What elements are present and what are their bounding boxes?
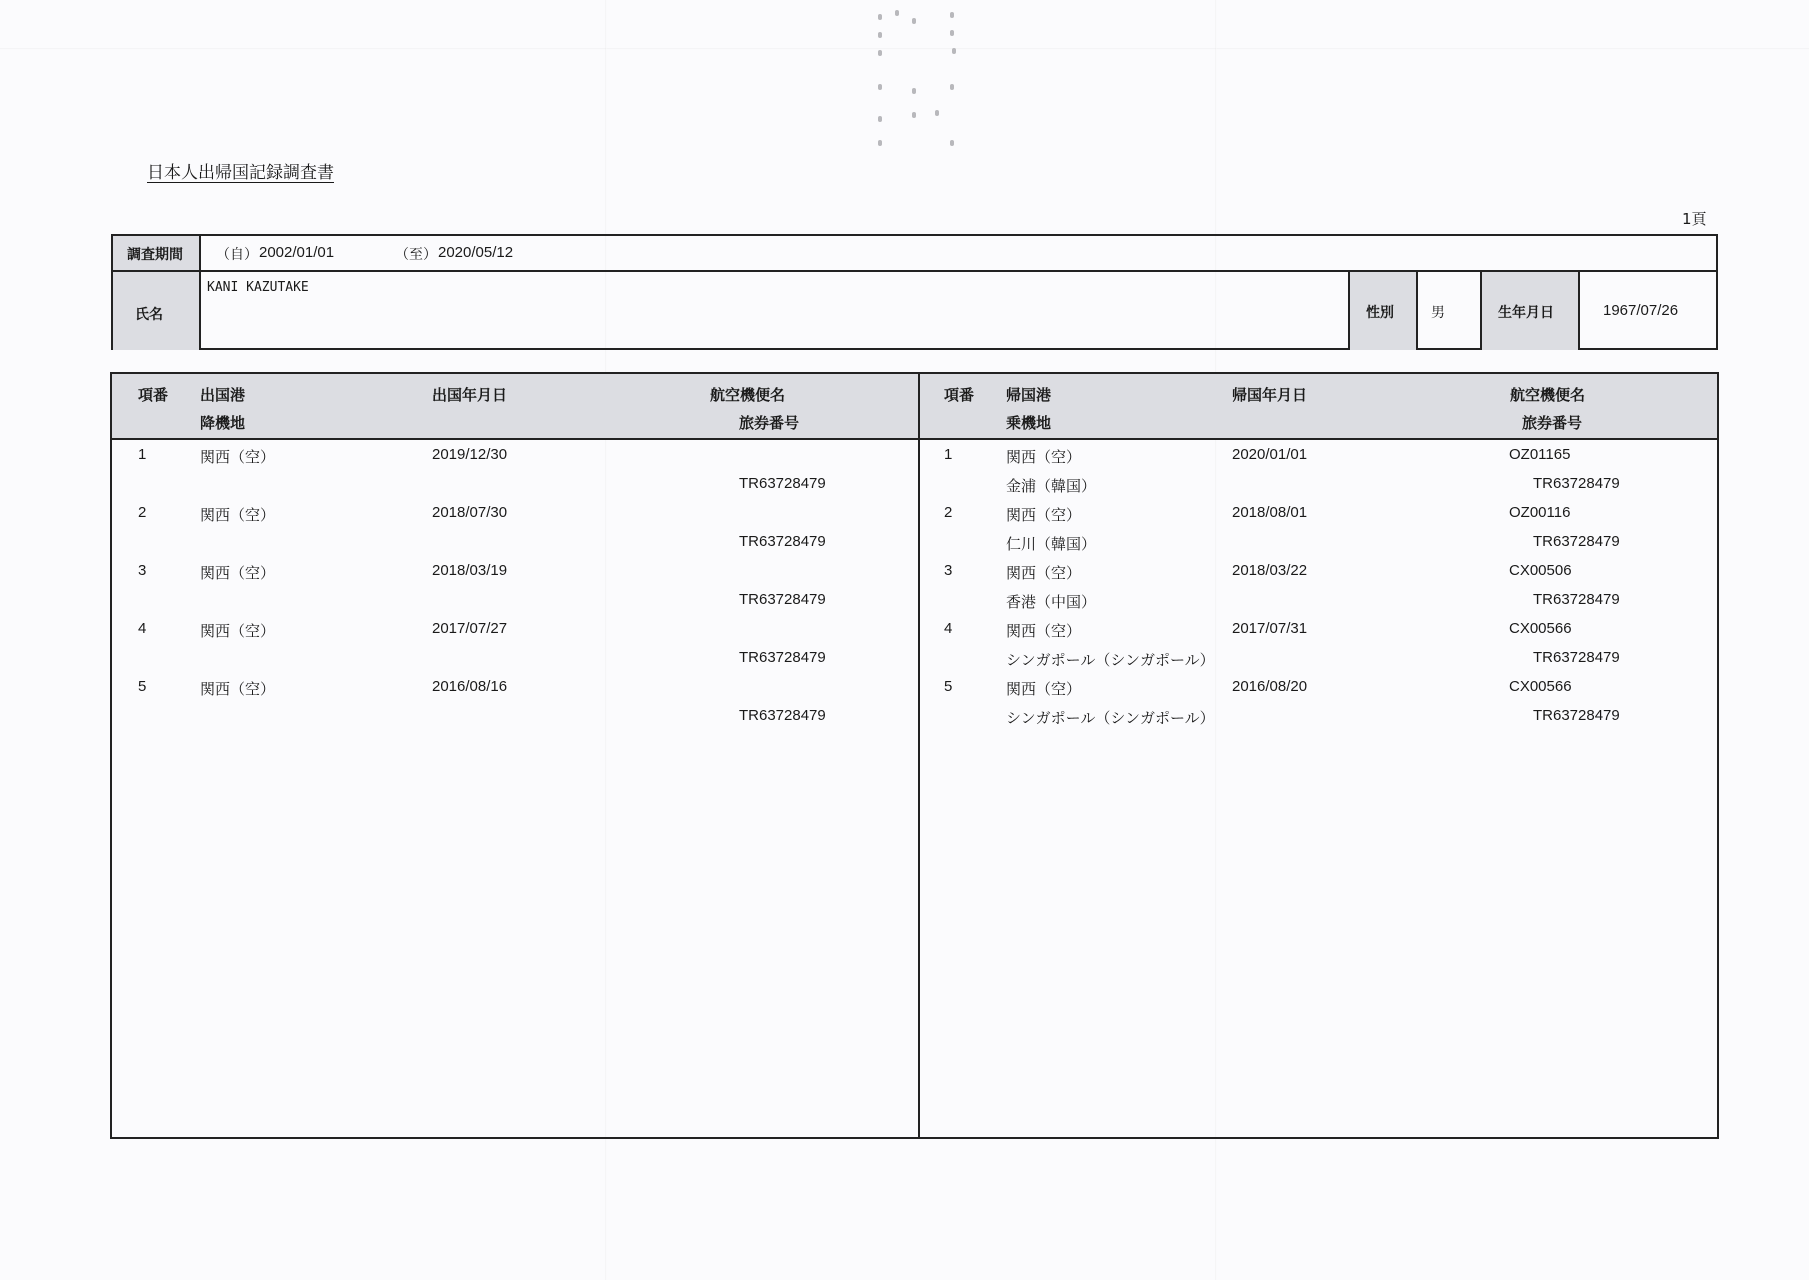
ret-origin: 香港（中国） [1006,593,1097,611]
dep-passport: TR63728479 [739,475,826,492]
records-table [110,372,1719,1139]
ret-flight: OZ01165 [1509,446,1571,463]
period-row [113,236,1716,272]
ret-origin: シンガポール（シンガポール） [1006,709,1215,727]
ret-no: 5 [944,678,953,695]
dep-passport-header: 旅券番号 [739,414,800,432]
table-row [112,496,1717,554]
dep-date: 2017/07/27 [432,620,508,637]
ret-port-sub-header: 乗機地 [1006,414,1052,432]
dob-value: 1967/07/26 [1603,302,1679,319]
ret-port: 関西（空） [1006,680,1082,698]
dep-no: 4 [138,620,147,637]
table-row [112,438,1717,496]
dep-date-header: 出国年月日 [432,386,508,404]
ret-port: 関西（空） [1006,564,1082,582]
from-label: （自） [216,247,258,263]
dep-port-header: 出国港 [200,386,246,404]
dep-date: 2018/03/19 [432,562,508,579]
ret-item-header: 項番 [944,386,975,404]
to-date: 2020/05/12 [438,244,514,261]
to-label: （至） [395,247,437,263]
name-label: 氏名 [135,307,163,323]
divider [1578,272,1580,348]
paper-fold [0,48,1809,50]
ret-flight: CX00566 [1509,620,1572,637]
sex-label: 性別 [1366,305,1394,321]
dep-no: 1 [138,446,147,463]
page-number: 1頁 [1682,210,1707,228]
dep-no: 2 [138,504,147,521]
dep-passport: TR63728479 [739,533,826,550]
dep-flight-header: 航空機便名 [710,386,786,404]
ret-no: 2 [944,504,953,521]
dep-date: 2018/07/30 [432,504,508,521]
name-value: KANI KAZUTAKE [207,280,309,295]
divider [1416,272,1418,348]
ret-passport: TR63728479 [1533,649,1620,666]
divider [199,272,201,348]
dep-port: 関西（空） [200,622,276,640]
document-title: 日本人出帰国記録調査書 [147,163,334,183]
ret-date: 2018/03/22 [1232,562,1308,579]
from-date: 2002/01/01 [259,244,335,261]
dep-date: 2016/08/16 [432,678,508,695]
ret-flight: CX00506 [1509,562,1572,579]
ret-flight: OZ00116 [1509,504,1571,521]
dob-label: 生年月日 [1498,305,1554,321]
dep-no: 3 [138,562,147,579]
ret-passport: TR63728479 [1533,591,1620,608]
ret-passport-header: 旅券番号 [1522,414,1583,432]
ret-port: 関西（空） [1006,448,1082,466]
ret-port-header: 帰国港 [1006,386,1052,404]
dep-port: 関西（空） [200,506,276,524]
ret-date: 2016/08/20 [1232,678,1308,695]
ret-date-header: 帰国年月日 [1232,386,1308,404]
table-row [112,670,1717,728]
dep-no: 5 [138,678,147,695]
sex-value: 男 [1431,305,1445,321]
dep-passport: TR63728479 [739,591,826,608]
dep-port: 関西（空） [200,448,276,466]
info-table [111,234,1718,350]
records-header [112,374,1717,440]
dep-port: 関西（空） [200,680,276,698]
ret-date: 2020/01/01 [1232,446,1308,463]
dep-passport: TR63728479 [739,707,826,724]
table-row [112,612,1717,670]
ret-date: 2017/07/31 [1232,620,1308,637]
dep-port-sub-header: 降機地 [200,414,246,432]
ret-flight-header: 航空機便名 [1510,386,1586,404]
dep-port: 関西（空） [200,564,276,582]
ret-date: 2018/08/01 [1232,504,1308,521]
divider [199,236,201,270]
table-row [112,554,1717,612]
period-label: 調査期間 [127,247,183,263]
ret-no: 4 [944,620,953,637]
dep-passport: TR63728479 [739,649,826,666]
ret-origin: シンガポール（シンガポール） [1006,651,1215,669]
dep-date: 2019/12/30 [432,446,508,463]
ret-passport: TR63728479 [1533,475,1620,492]
ret-passport: TR63728479 [1533,707,1620,724]
ret-port: 関西（空） [1006,622,1082,640]
ret-passport: TR63728479 [1533,533,1620,550]
ret-origin: 仁川（韓国） [1006,535,1097,553]
ret-origin: 金浦（韓国） [1006,477,1097,495]
dep-item-header: 項番 [138,386,169,404]
ret-port: 関西（空） [1006,506,1082,524]
ret-no: 1 [944,446,953,463]
ret-flight: CX00566 [1509,678,1572,695]
ret-no: 3 [944,562,953,579]
